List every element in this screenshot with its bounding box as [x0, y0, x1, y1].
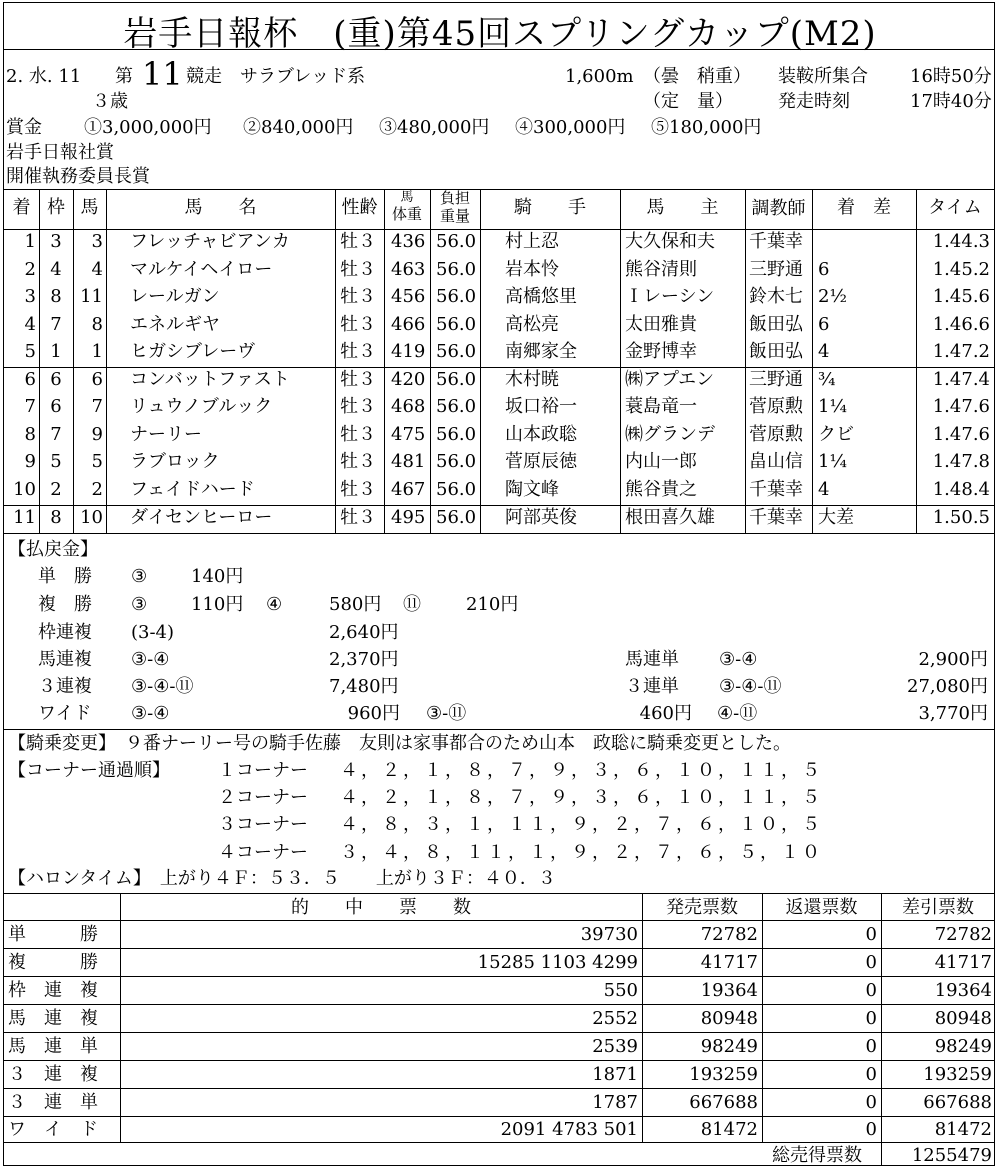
fukusho-amount-3: 210円: [466, 594, 519, 615]
jockey: 高橋悠里: [505, 286, 577, 307]
body-weight: 475: [391, 424, 426, 445]
margin: 6: [818, 259, 830, 280]
horse-num: 6: [91, 369, 103, 390]
wide-amount-3: 3,770円: [918, 703, 988, 724]
horse-name: フレッチャビアンカ: [130, 231, 290, 252]
header-weight-b: 体重: [391, 205, 422, 223]
corner-name-2: ２コーナー: [218, 787, 308, 808]
rank: 6: [24, 369, 36, 390]
table-row: [0, 453, 1000, 477]
body-weight: 495: [391, 507, 426, 528]
body-weight: 481: [391, 451, 426, 472]
horse-num: 11: [80, 286, 103, 307]
table-row: [0, 316, 1000, 340]
prize-3: ③480,000円: [379, 117, 490, 138]
trainer: 飯田弘: [749, 341, 803, 362]
sanrentan-label: ３連単: [625, 676, 679, 697]
votes-header-refund: 返還票数: [785, 897, 858, 918]
net-count: 41717: [934, 952, 992, 973]
body-weight: 420: [391, 369, 426, 390]
jockey: 坂口裕一: [505, 396, 577, 417]
jockey: 南郷家全: [505, 341, 577, 362]
trainer: 千葉幸: [749, 507, 803, 528]
sanrenpuku-combo: ③-④-⑪: [131, 676, 194, 697]
sold-count: 41717: [700, 952, 758, 973]
time: 1.47.2: [932, 341, 990, 362]
rank: 9: [24, 451, 36, 472]
burden: 56.0: [436, 424, 477, 445]
owner: 内山一郎: [625, 451, 697, 472]
header-trainer: 調教師: [751, 198, 806, 219]
frame: 4: [50, 259, 62, 280]
corner-name-1: １コーナー: [218, 760, 308, 781]
horse-num: 3: [91, 231, 103, 252]
margin: 大差: [818, 507, 854, 528]
umaren-label: 馬連複: [38, 649, 92, 670]
net-count: 72782: [934, 924, 992, 945]
owner: Ｉレーシン: [625, 286, 715, 307]
prize-1: ①3,000,000円: [84, 117, 212, 138]
jockey: 菅原辰徳: [505, 451, 577, 472]
table-row: [0, 398, 1000, 422]
time: 1.47.6: [932, 396, 990, 417]
horse-num: 1: [91, 341, 103, 362]
horse-name: ダイセンヒーロー: [130, 507, 273, 528]
header-burden-b: 重量: [439, 207, 470, 225]
horse-num: 4: [91, 259, 103, 280]
header-margin: 着 差: [837, 197, 891, 218]
sold-count: 667688: [689, 1092, 758, 1113]
divider: [3, 49, 995, 50]
table-row: [0, 371, 1000, 395]
corner-order-4: ３，４，８，１１，１，９，２，７，６，５，１０: [340, 842, 823, 863]
sex-age: 牡３: [340, 424, 376, 445]
bet-type: 枠 連 複: [8, 980, 98, 1001]
horse-num: 7: [91, 396, 103, 417]
prize-5: ⑤180,000円: [651, 117, 762, 138]
trainer: 千葉幸: [749, 231, 803, 252]
sex-age: 牡３: [340, 451, 376, 472]
frame: 5: [50, 451, 62, 472]
frame: 8: [50, 507, 62, 528]
horse-name: ラブロック: [130, 451, 220, 472]
frame: 6: [50, 369, 62, 390]
hit-count: 1787: [592, 1092, 638, 1113]
distance: 1,600m: [565, 66, 634, 87]
hit-count: 550: [603, 980, 638, 1001]
owner: 太田雅貴: [625, 314, 697, 335]
rank: 11: [13, 507, 36, 528]
bet-type: ３ 連 複: [8, 1064, 98, 1085]
horse-name: マルケイヘイロー: [130, 259, 273, 280]
wide-label: ワイド: [38, 703, 92, 724]
frame: 8: [50, 286, 62, 307]
horse-name: エネルギヤ: [130, 314, 220, 335]
prize-4: ④300,000円: [515, 117, 626, 138]
hit-count: 2539: [592, 1036, 638, 1057]
refund-count: 0: [865, 1064, 877, 1085]
trainer: 千葉幸: [749, 479, 803, 500]
weight-rule: （定 量）: [643, 91, 733, 112]
frame: 2: [50, 479, 62, 500]
votes-row: [0, 1010, 1000, 1032]
body-weight: 456: [391, 286, 426, 307]
burden: 56.0: [436, 479, 477, 500]
bet-type: 複 勝: [8, 952, 98, 973]
owner: 根田喜久雄: [625, 507, 715, 528]
sex-age: 牡３: [340, 341, 376, 362]
net-count: 81472: [934, 1119, 992, 1140]
burden: 56.0: [436, 314, 477, 335]
wakuren-amount: 2,640円: [329, 622, 399, 643]
wide-combo-3: ④-⑪: [717, 703, 758, 724]
corner-label: 【コーナー通過順】: [8, 760, 170, 781]
owner: 大久保和夫: [625, 231, 715, 252]
divider: [3, 229, 995, 230]
header-frame: 枠: [47, 197, 65, 218]
rank: 2: [24, 259, 36, 280]
body-weight: 468: [391, 396, 426, 417]
sex-age: 牡３: [340, 396, 376, 417]
race-date: 2. 水. 11: [6, 66, 82, 87]
horse-num: 8: [91, 314, 103, 335]
horse-name: ヒガシブレーヴ: [130, 341, 256, 362]
horse-name: フェイドハード: [130, 479, 255, 500]
table-row: [0, 288, 1000, 312]
body-weight: 436: [391, 231, 426, 252]
header-burden-a: 負担: [439, 189, 470, 207]
refund-count: 0: [865, 1119, 877, 1140]
votes-header-sold: 発売票数: [666, 897, 738, 918]
bet-type: 馬 連 複: [8, 1008, 98, 1029]
divider: [3, 976, 995, 977]
wide-amount-1: 960円: [347, 703, 400, 724]
header-owner: 馬 主: [646, 197, 719, 218]
fukusho-label: 複 勝: [38, 594, 92, 615]
votes-row: [0, 954, 1000, 976]
age-class: ３歳: [92, 91, 128, 112]
body-weight: 463: [391, 259, 426, 280]
rank: 4: [24, 314, 36, 335]
jockey: 阿部英俊: [505, 507, 577, 528]
refund-count: 0: [865, 1008, 877, 1029]
sex-age: 牡３: [340, 259, 376, 280]
corner-name-4: ４コーナー: [218, 842, 308, 863]
wide-combo-1: ③-④: [131, 703, 170, 724]
header-jockey: 騎 手: [514, 197, 586, 218]
breed: サラブレッド系: [240, 66, 366, 87]
margin: 2½: [818, 286, 847, 307]
tansho-amount: 140円: [191, 566, 244, 587]
frame: 7: [50, 314, 62, 335]
sanrenpuku-label: ３連複: [38, 676, 92, 697]
owner: 蓑島竜一: [625, 396, 697, 417]
jockey: 木村暁: [505, 369, 559, 390]
rank: 8: [24, 424, 36, 445]
owner: 熊谷貴之: [625, 479, 697, 500]
votes-row: [0, 1094, 1000, 1116]
sanrenpuku-amount: 7,480円: [329, 676, 399, 697]
bet-type: ワ イ ド: [8, 1119, 98, 1140]
tansho-combo: ③: [131, 566, 148, 587]
bet-type: ３ 連 単: [8, 1092, 98, 1113]
total-label: 総売得票数: [772, 1145, 862, 1166]
margin: 6: [818, 314, 830, 335]
tansho-label: 単 勝: [38, 566, 92, 587]
fukusho-combo-1: ③: [131, 594, 148, 615]
prize-2: ②840,000円: [243, 117, 354, 138]
bet-type: 馬 連 単: [8, 1036, 98, 1057]
burden: 56.0: [436, 341, 477, 362]
horse-num: 5: [91, 451, 103, 472]
sex-age: 牡３: [340, 286, 376, 307]
votes-row: [0, 1121, 1000, 1143]
body-weight: 466: [391, 314, 426, 335]
sex-age: 牡３: [340, 314, 376, 335]
jockey-change-note: 【騎乗変更】 ９番ナーリー号の騎手佐藤 友則は家事都合のため山本 政聡に騎乗変更とした。: [8, 733, 791, 754]
votes-header-net: 差引票数: [902, 897, 974, 918]
time: 1.50.5: [932, 507, 990, 528]
trainer: 三野通: [749, 369, 803, 390]
corner-order-3: ４，８，３，１，１１，９，２，７，６，１０，５: [340, 814, 823, 835]
refund-count: 0: [865, 1092, 877, 1113]
award-2: 開催執務委員長賞: [6, 166, 150, 187]
jockey: 村上忍: [505, 231, 559, 252]
owner: 金野博幸: [625, 341, 697, 362]
divider: [3, 1116, 995, 1117]
trainer: 三野通: [749, 259, 803, 280]
time: 1.47.8: [932, 451, 990, 472]
header-horse: 馬 名: [184, 197, 257, 218]
header-time: タイム: [928, 197, 982, 218]
horse-num: 10: [80, 507, 103, 528]
table-row: [0, 509, 1000, 533]
jockey: 岩本怜: [505, 259, 559, 280]
votes-row: [0, 1038, 1000, 1060]
sold-count: 80948: [700, 1008, 758, 1029]
hit-count: 39730: [580, 924, 638, 945]
frame: 6: [50, 396, 62, 417]
burden: 56.0: [436, 231, 477, 252]
prize-label: 賞金: [6, 117, 42, 138]
divider: [3, 1060, 995, 1061]
sold-count: 81472: [700, 1119, 758, 1140]
sold-count: 193259: [689, 1064, 758, 1085]
assembly-label: 装鞍所集合: [778, 66, 868, 87]
sex-age: 牡３: [340, 369, 376, 390]
time: 1.46.6: [932, 314, 990, 335]
hit-count: 2552: [592, 1008, 638, 1029]
sold-count: 19364: [700, 980, 758, 1001]
divider: [3, 1032, 995, 1033]
frame: 7: [50, 424, 62, 445]
start-label: 発走時刻: [778, 91, 850, 112]
frame: 1: [50, 341, 62, 362]
umaren-combo: ③-④: [131, 649, 170, 670]
start-time: 17時40分: [910, 91, 992, 112]
divider: [3, 1088, 995, 1089]
rank: 1: [24, 231, 36, 252]
rank: 3: [24, 286, 36, 307]
refund-count: 0: [865, 980, 877, 1001]
table-row: [0, 261, 1000, 285]
time: 1.45.2: [932, 259, 990, 280]
divider: [3, 893, 995, 894]
votes-header-hit: 的 中 票 数: [291, 897, 471, 918]
wakuren-combo: (3-4): [131, 622, 175, 643]
sex-age: 牡３: [340, 479, 376, 500]
bet-type: 単 勝: [8, 924, 98, 945]
table-row: [0, 343, 1000, 367]
net-count: 98249: [934, 1036, 992, 1057]
horse-num: 2: [91, 479, 103, 500]
trainer: 菅原勲: [749, 424, 803, 445]
fukusho-amount-2: 580円: [329, 594, 382, 615]
horse-name: ナーリー: [130, 424, 202, 445]
wakuren-label: 枠連複: [38, 622, 92, 643]
race-number: 11: [142, 55, 183, 93]
votes-row: [0, 1066, 1000, 1088]
burden: 56.0: [436, 286, 477, 307]
rank: 7: [24, 396, 36, 417]
furlong-time: 【ハロンタイム】 上がり４Ｆ：５３．５ 上がり３Ｆ：４０．３: [8, 868, 556, 889]
divider: [3, 729, 995, 730]
sold-count: 98249: [700, 1036, 758, 1057]
umatan-label: 馬連単: [625, 649, 679, 670]
divider: [3, 533, 995, 534]
owner: ㈱グランデ: [625, 424, 715, 445]
net-count: 80948: [934, 1008, 992, 1029]
assembly-time: 16時50分: [910, 66, 992, 87]
time: 1.47.4: [932, 369, 990, 390]
burden: 56.0: [436, 369, 477, 390]
divider: [3, 1004, 995, 1005]
burden: 56.0: [436, 396, 477, 417]
frame: 3: [50, 231, 62, 252]
time: 1.48.4: [932, 479, 990, 500]
horse-num: 9: [91, 424, 103, 445]
time: 1.44.3: [932, 231, 990, 252]
race-title: 岩手日報杯 (重)第45回スプリングカップ(M2): [123, 14, 877, 54]
votes-row: [0, 926, 1000, 948]
refund-count: 0: [865, 924, 877, 945]
fukusho-combo-2: ④: [266, 594, 283, 615]
rank: 10: [13, 479, 36, 500]
hit-count: 1871: [592, 1064, 638, 1085]
divider: [3, 505, 995, 506]
votes-row: [0, 982, 1000, 1004]
wide-combo-2: ③-⑪: [426, 703, 467, 724]
jockey: 山本政聡: [505, 424, 577, 445]
sold-count: 72782: [700, 924, 758, 945]
jockey: 陶文峰: [505, 479, 559, 500]
horse-name: リュウノブルック: [130, 396, 273, 417]
margin: 1¼: [818, 396, 847, 417]
header-rank: 着: [12, 197, 31, 218]
sex-age: 牡３: [340, 507, 376, 528]
sanrentan-combo: ③-④-⑪: [719, 676, 782, 697]
body-weight: 467: [391, 479, 426, 500]
burden: 56.0: [436, 451, 477, 472]
refund-count: 0: [865, 1036, 877, 1057]
hit-count: 2091 4783 501: [500, 1119, 638, 1140]
net-count: 667688: [923, 1092, 992, 1113]
umatan-amount: 2,900円: [918, 649, 988, 670]
table-row: [0, 233, 1000, 257]
sex-age: 牡３: [340, 231, 376, 252]
divider: [3, 920, 995, 921]
award-1: 岩手日報社賞: [6, 142, 114, 163]
corner-order-2: ４，２，１，８，７，９，３，６，１０，１１，５: [340, 787, 823, 808]
header-sex-age: 性齢: [341, 197, 378, 218]
trainer: 鈴木七: [749, 286, 803, 307]
net-count: 193259: [923, 1064, 992, 1085]
trainer: 菅原勲: [749, 396, 803, 417]
wide-amount-2: 460円: [639, 703, 692, 724]
refund-count: 0: [865, 952, 877, 973]
trainer: 畠山信: [749, 451, 803, 472]
corner-order-1: ４，２，１，８，７，９，３，６，１０，１１，５: [340, 760, 823, 781]
divider: [3, 367, 995, 368]
header-weight-a: 馬: [400, 190, 414, 205]
body-weight: 419: [391, 341, 426, 362]
horse-name: コンバットファスト: [130, 369, 290, 390]
horse-name: レールガン: [130, 286, 220, 307]
umaren-amount: 2,370円: [329, 649, 399, 670]
corner-name-3: ３コーナー: [218, 814, 308, 835]
fukusho-amount-1: 110円: [191, 594, 244, 615]
owner: 熊谷清則: [625, 259, 697, 280]
trainer: 飯田弘: [749, 314, 803, 335]
track-condition: （曇 稍重）: [643, 66, 751, 87]
time: 1.47.6: [932, 424, 990, 445]
table-row: [0, 481, 1000, 505]
hit-count: 15285 1103 4299: [477, 952, 638, 973]
table-row: [0, 426, 1000, 450]
header-num: 馬: [80, 197, 99, 218]
rank: 5: [24, 341, 36, 362]
margin: 4: [818, 479, 830, 500]
margin: クビ: [818, 424, 854, 445]
owner: ㈱アプエン: [625, 369, 715, 390]
jockey: 高松亮: [505, 314, 559, 335]
payout-label: 【払戻金】: [8, 539, 98, 560]
fukusho-combo-3: ⑪: [403, 594, 421, 615]
net-count: 19364: [934, 980, 992, 1001]
burden: 56.0: [436, 259, 477, 280]
race-no-prefix: 第: [115, 66, 133, 87]
divider: [3, 948, 995, 949]
race-no-suffix: 競走: [186, 66, 222, 87]
margin: ¾: [818, 369, 836, 390]
total-value: 1255479: [911, 1145, 992, 1166]
margin: 1¼: [818, 451, 847, 472]
umatan-combo: ③-④: [719, 649, 758, 670]
margin: 4: [818, 341, 830, 362]
sanrentan-amount: 27,080円: [907, 676, 988, 697]
burden: 56.0: [436, 507, 477, 528]
divider: [3, 189, 995, 190]
time: 1.45.6: [932, 286, 990, 307]
